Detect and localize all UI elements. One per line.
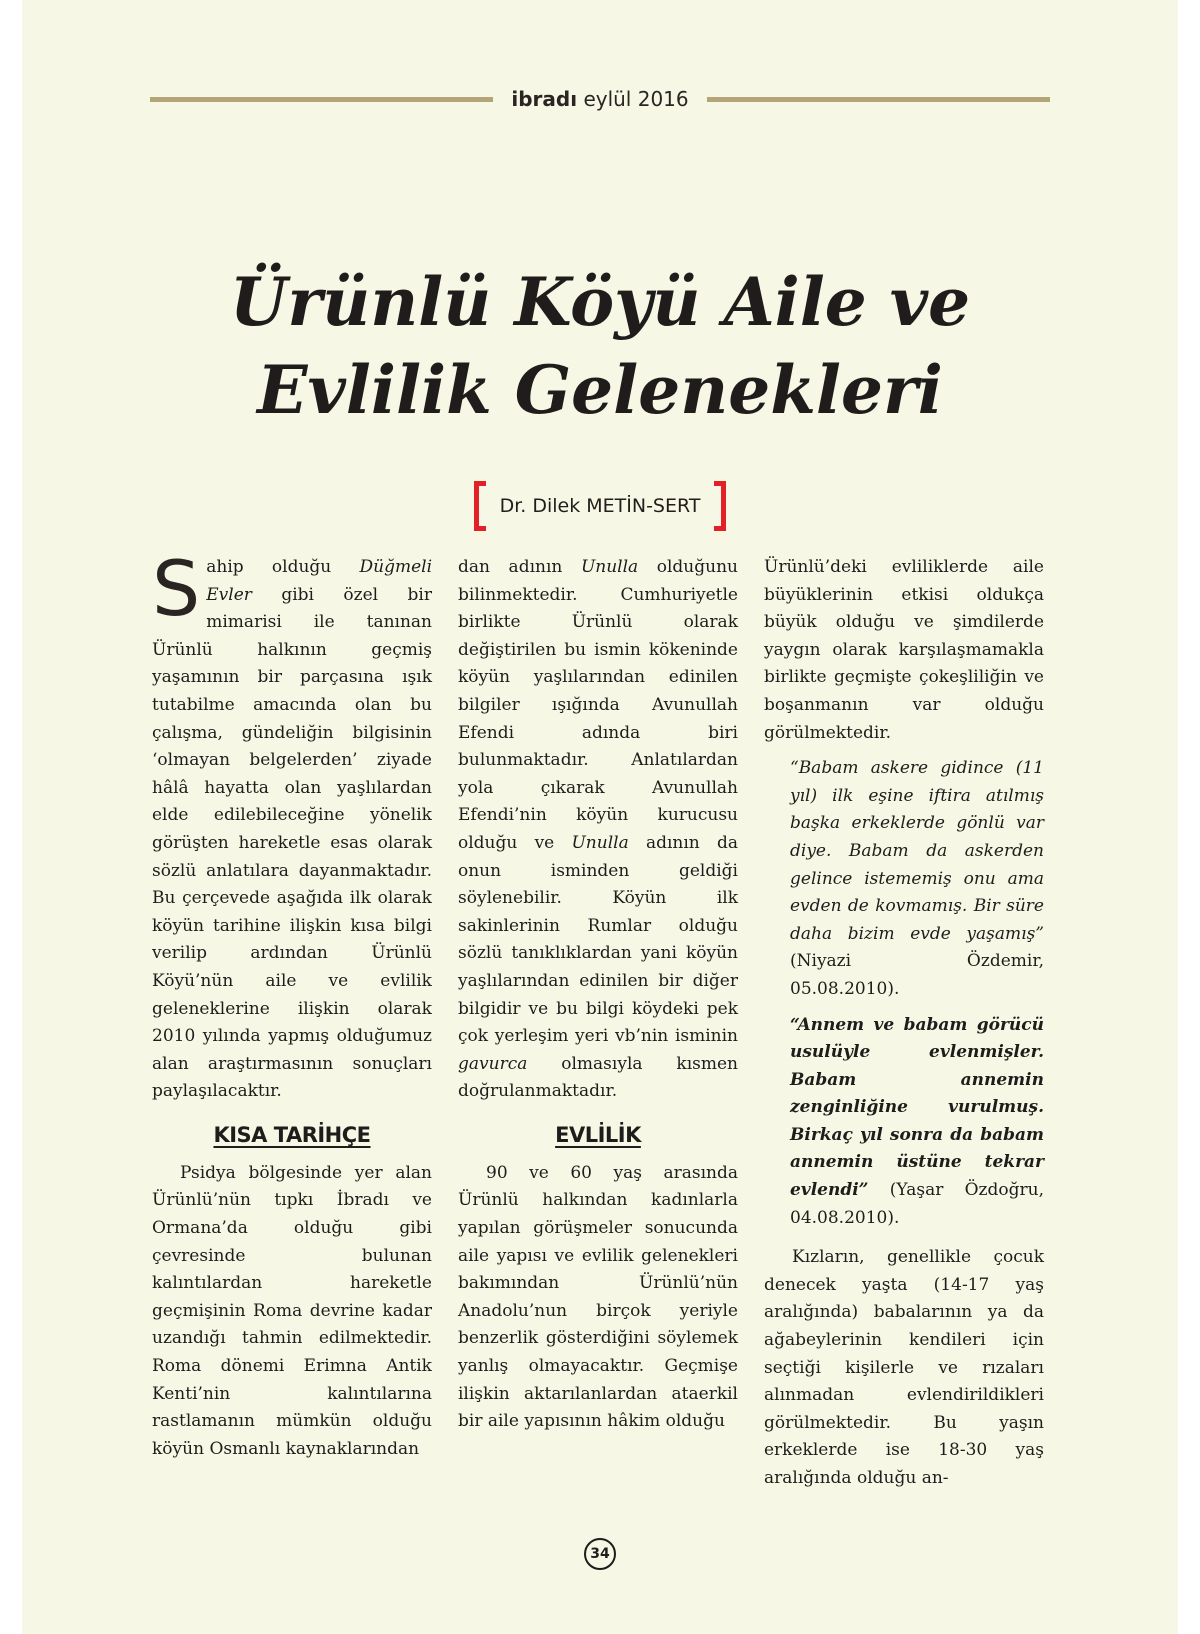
intro-paragraph <box>152 544 432 1106</box>
girls-marriage-paragraph: Kızların, genellikle çocuk denecek yaşta (14-17 yaş aralığında) babalarının ya da ağabeylerinin kendileri için seçtiği kişilerle ve rızaları alınmadan evlendirildikleri görülmektedir. Bu yaşın erkeklerde ise 18-30 yaş aralığında olduğu an- <box>764 1247 1044 1488</box>
magazine-name: ibradı <box>511 87 578 111</box>
bracket-right-icon <box>714 481 726 531</box>
origin-text-c: adının da onun isminden geldiği söylenebilir. Köyün ilk sakinlerinin Rumlar olduğu sözlü tanıklıklardan yani köyün yaşlılarından edinilen bir diğer bilgidir ve bu bilgi köydeki pek çok yerleşim yeri vb’nin isminin <box>458 832 738 1047</box>
column-3 <box>764 554 1044 1493</box>
quote-2-source: (Yaşar Özdoğru, 04.08.2010). <box>790 1180 1044 1228</box>
intro-emphasis: Düğmeli Evler <box>206 557 432 605</box>
byline <box>460 480 740 532</box>
origin-emphasis-1: Unulla <box>580 557 639 577</box>
history-paragraph: Psidya bölgesinde yer alan Ürünlü’nün tıpkı İbradı ve Ormana’da olduğu gibi çevresinde bulunan kalıntılardan hareketle geçmişinin Roma devrine kadar uzandığı tahmin edilmektedir. Roma dönemi Erimna Antik Kenti’nin kalıntılarına rastlamanın mümkün olduğu köyün Osmanlı kaynaklarından <box>152 1162 432 1459</box>
intro-text-b: gibi özel bir mimarisi ile tanınan Ürünlü halkının geçmiş yaşamının bir parçasına ışık tutabilme amacında olan bu çalışma, gündeliğin bilgisinin ‘olmayan belgelerden’ ziyade hâlâ hayatta olan yaşlılardan elde edilebileceğine yönelik görüşten hareketle esas olarak sözlü anlatılara dayanmaktadır. Bu çerçevede aşağıda ilk olarak köyün tarihine ilişkin kısa bilgi verilip ardından Ürünlü Köyü’nün aile ve evlilik geleneklerine ilişkin olarak 2010 yılında yapmış olduğumuz alan araştırmasının sonuçları paylaşılacaktır. <box>152 584 432 1102</box>
header-rule-right <box>707 97 1050 102</box>
quote-1-source: (Niyazi Özdemir, 05.08.2010). <box>790 951 1044 999</box>
quote-2-text: “Annem ve babam görücü usulüyle evlenmişler. Babam annemin zenginliğine vurulmuş. Birkaç yıl sonra da babam annemin üstüne tekrar evlendi” <box>790 1014 1044 1201</box>
author-name: Dr. Dilek METİN-SERT <box>499 495 701 517</box>
article-title <box>100 258 1100 434</box>
origin-emphasis-2: Unulla <box>571 832 629 853</box>
marriage-paragraph: 90 ve 60 yaş arasında Ürünlü halkından kadınlarla yapılan görüşmeler sonucunda aile yapısı ve evlilik gelenekleri bakımından Ürünlü’nün Anadolu’nun birçok yeriyle benzerlik gösterdiğini söylemek yanlış olmayacaktır. Geçmişe ilişkin aktarılanlardan ataerkil bir aile yapısının hâkim olduğu <box>458 1162 738 1432</box>
page-number: 34 <box>584 1538 616 1570</box>
section-heading-history <box>152 1122 432 1152</box>
origin-text-a: dan adının <box>458 557 581 577</box>
name-origin-paragraph <box>458 554 738 1106</box>
title-line-1: Ürünlü Köyü Aile ve <box>229 263 971 341</box>
section-heading-marriage <box>458 1122 738 1152</box>
page-header <box>150 84 1050 114</box>
title-line-2: Evlilik Gelenekleri <box>257 351 943 429</box>
origin-text-b: olduğunu bilinmektedir. Cumhuriyetle birlikte Ürünlü olarak değiştirilen bu ismin kökeninde köyün yaşlılarından edinilen bilgiler ışığında Avunullah Efendi adında biri bulunmaktadır. Anlatılardan yola çıkarak Avunullah Efendi’nin köyün kurucusu olduğu ve <box>458 557 738 853</box>
quote-1 <box>790 755 1044 1003</box>
masthead <box>493 87 706 111</box>
section-heading-history-text: KISA TARİHÇE <box>213 1122 371 1147</box>
family-paragraph: Ürünlü’deki evliliklerde aile büyüklerinin etkisi oldukça büyük olduğu ve şimdilerde yaygın olarak karşılaşmamakla birlikte geçmişte çokeşliliğin ve boşanmanın var olduğu görülmektedir. <box>764 557 1044 743</box>
origin-emphasis-3: gavurca <box>458 1053 528 1074</box>
intro-text-a: ahip olduğu <box>206 557 360 577</box>
drop-cap: S <box>152 544 201 633</box>
header-rule-left <box>150 97 493 102</box>
column-1 <box>152 544 432 1463</box>
origin-text-d: olmasıyla kısmen doğrulanmaktadır. <box>458 1053 738 1102</box>
column-2 <box>458 554 738 1436</box>
quote-1-text: “Babam askere gidince (11 yıl) ilk eşine iftira atılmış başka erkeklerde gönlü var diye. Babam da askerden gelince istememiş onu ama evden de kovmamış. Bir süre daha bizim evde yaşamış” <box>790 758 1044 944</box>
issue-date: eylül 2016 <box>583 87 689 111</box>
quote-2 <box>790 1012 1044 1233</box>
section-heading-marriage-text: EVLİLİK <box>555 1122 641 1147</box>
bracket-left-icon <box>474 481 486 531</box>
